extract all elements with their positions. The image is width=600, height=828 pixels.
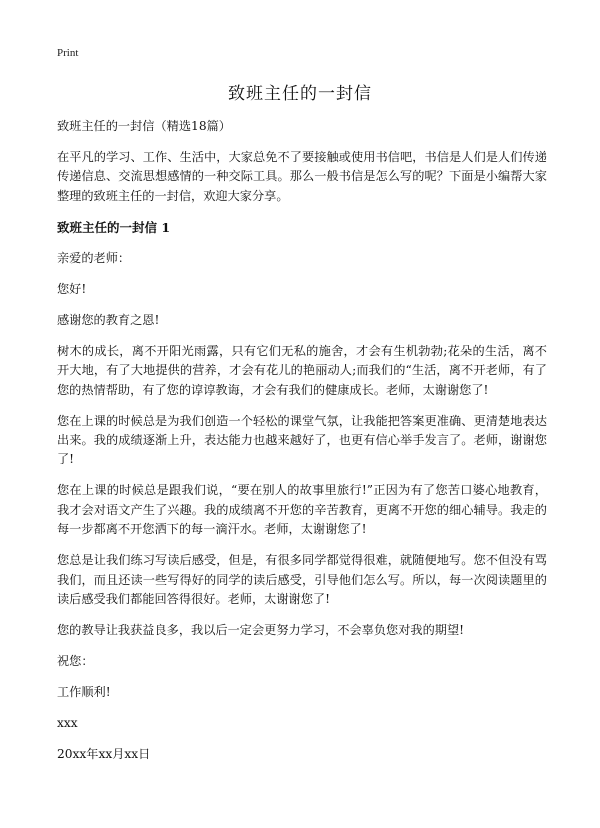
document-body: [57, 117, 547, 776]
body-paragraph: 您的教导让我获益良多，我以后一定会更努力学习，不会辜负您对我的期望!: [57, 623, 465, 638]
intro-paragraph: 在平凡的学习、工作、生活中，大家总免不了要接触或使用书信吧，书信是人们是人们传递传递信息、交流思想感情的一种交际工具。那么一般书信是怎么写的呢？下面是小编帮大家整理的致班主任的一封信，欢迎大家分享。: [57, 150, 547, 203]
signature: xxx: [57, 716, 78, 731]
body-paragraph: 您在上课的时候总是跟我们说，“要在别人的故事里旅行!”正因为有了您苦口婆心地教育，我才会对语文产生了兴趣。我的成绩离不开您的辛苦教育，更离不开您的细心辅导。我走的每一步都离不开您洒下的每一滴汗水。老师，太谢谢您了!: [57, 483, 547, 537]
thanks-line: 感谢您的教育之恩!: [57, 312, 160, 327]
closing-wish: 祝您：: [57, 654, 94, 669]
greeting: 您好!: [57, 281, 87, 296]
section-heading: 致班主任的一封信 1: [57, 219, 171, 235]
closing-wish-body: 工作顺利!: [57, 685, 111, 700]
document-subtitle: 致班主任的一封信（精选18篇）: [57, 119, 231, 133]
date-line: 20xx年xx月xx日: [57, 747, 151, 762]
body-paragraph: 树木的成长，离不开阳光雨露，只有它们无私的施舍，才会有生机勃勃;花朵的生活，离不开大地，有了大地提供的营养，才会有花儿的艳丽动人;而我们的“生活，离不开老师，有了您的热情帮助，有了您的谆谆教诲，才会有我们的健康成长。老师，太谢谢您了!: [57, 343, 547, 397]
salutation: 亲爱的老师：: [57, 250, 131, 265]
print-label[interactable]: Print: [57, 47, 79, 59]
page-title: 致班主任的一封信: [228, 84, 372, 104]
body-paragraph: 您在上课的时候总是为我们创造一个轻松的课堂气氛，让我能把答案更准确、更清楚地表达出来。我的成绩逐渐上升，表达能力也越来越好了，也更有信心举手发言了。老师，谢谢您了!: [57, 413, 547, 467]
body-paragraph: 您总是让我们练习写读后感受，但是，有很多同学都觉得很难，就随便地写。您不但没有骂我们，而且还读一些写得好的同学的读后感受，引导他们怎么写。所以，每一次阅读题里的读后感受我们都能回答得很好。老师，太谢谢您了!: [57, 553, 547, 607]
